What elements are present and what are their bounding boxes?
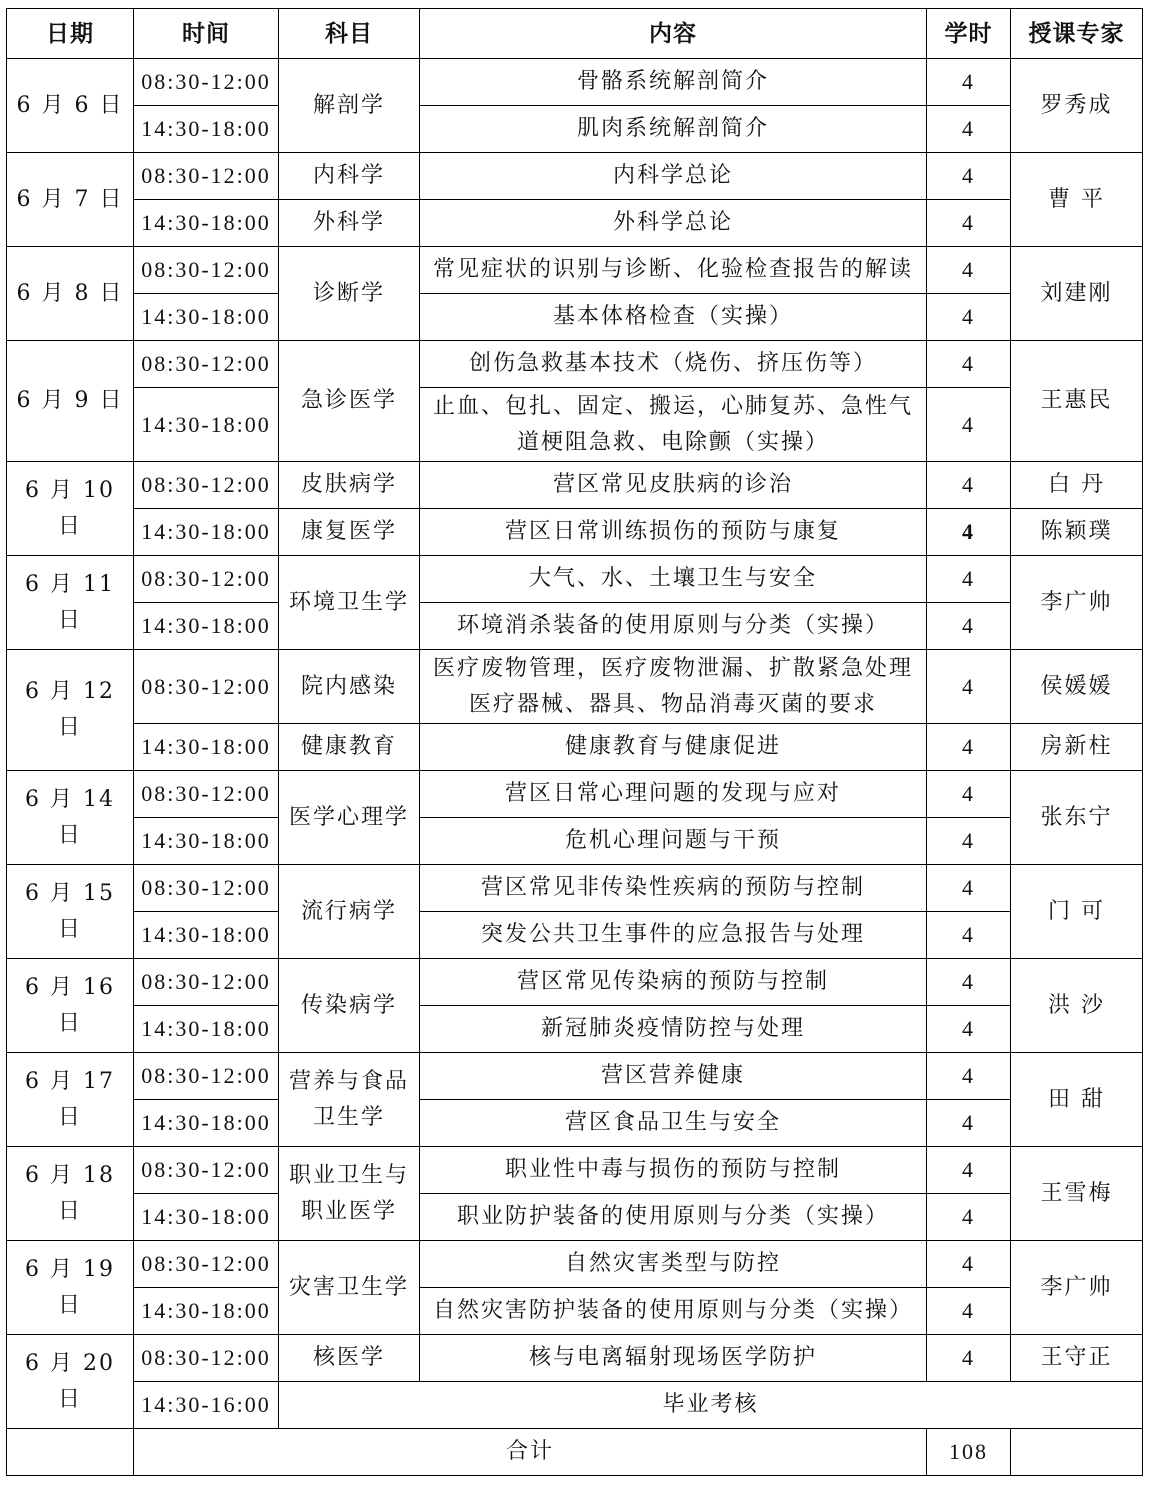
expert-cell: 侯媛媛 bbox=[1011, 650, 1143, 724]
subject-cell: 院内感染 bbox=[279, 650, 420, 724]
table-row bbox=[7, 153, 1143, 200]
table-row bbox=[7, 59, 1143, 106]
table-row bbox=[7, 1006, 1143, 1053]
expert-cell: 刘建刚 bbox=[1011, 247, 1143, 341]
time-cell: 14:30-18:00 bbox=[134, 200, 279, 247]
table-row bbox=[7, 341, 1143, 388]
total-hours: 108 bbox=[927, 1429, 1011, 1476]
hours-cell: 4 bbox=[927, 294, 1011, 341]
subject-cell: 解剖学 bbox=[279, 59, 420, 153]
content-cell: 内科学总论 bbox=[420, 153, 927, 200]
date-cell: 6 月 9 日 bbox=[7, 341, 134, 462]
subject-cell: 流行病学 bbox=[279, 865, 420, 959]
content-cell: 骨骼系统解剖简介 bbox=[420, 59, 927, 106]
empty-cell bbox=[7, 1429, 134, 1476]
time-cell: 14:30-18:00 bbox=[134, 724, 279, 771]
hours-cell: 4 bbox=[927, 1053, 1011, 1100]
table-row bbox=[7, 200, 1143, 247]
time-cell: 14:30-18:00 bbox=[134, 294, 279, 341]
date-cell: 6 月 15 日 bbox=[7, 865, 134, 959]
expert-cell: 张东宁 bbox=[1011, 771, 1143, 865]
graduation-exam-cell: 毕业考核 bbox=[279, 1382, 1143, 1429]
table-row bbox=[7, 771, 1143, 818]
content-cell: 医疗废物管理，医疗废物泄漏、扩散紧急处理医疗器械、器具、物品消毒灭菌的要求 bbox=[420, 650, 927, 724]
header-content: 内容 bbox=[420, 9, 927, 59]
content-cell: 核与电离辐射现场医学防护 bbox=[420, 1335, 927, 1382]
expert-cell: 王雪梅 bbox=[1011, 1147, 1143, 1241]
subject-cell: 职业卫生与职业医学 bbox=[279, 1147, 420, 1241]
time-cell: 14:30-18:00 bbox=[134, 1288, 279, 1335]
table-row bbox=[7, 509, 1143, 556]
content-cell: 健康教育与健康促进 bbox=[420, 724, 927, 771]
content-cell: 营区常见皮肤病的诊治 bbox=[420, 462, 927, 509]
hours-cell: 4 bbox=[927, 603, 1011, 650]
hours-cell: 4 bbox=[927, 341, 1011, 388]
content-cell: 止血、包扎、固定、搬运，心肺复苏、急性气道梗阻急救、电除颤（实操） bbox=[420, 388, 927, 462]
content-cell: 基本体格检查（实操） bbox=[420, 294, 927, 341]
date-cell: 6 月 8 日 bbox=[7, 247, 134, 341]
expert-cell: 王守正 bbox=[1011, 1335, 1143, 1382]
time-cell: 14:30-18:00 bbox=[134, 912, 279, 959]
hours-cell: 4 bbox=[927, 388, 1011, 462]
date-cell: 6 月 11 日 bbox=[7, 556, 134, 650]
time-cell: 08:30-12:00 bbox=[134, 650, 279, 724]
content-cell: 创伤急救基本技术（烧伤、挤压伤等） bbox=[420, 341, 927, 388]
date-cell: 6 月 19 日 bbox=[7, 1241, 134, 1335]
total-label: 合计 bbox=[134, 1429, 927, 1476]
table-row bbox=[7, 1194, 1143, 1241]
hours-cell: 4 bbox=[927, 1194, 1011, 1241]
subject-cell: 诊断学 bbox=[279, 247, 420, 341]
subject-cell: 环境卫生学 bbox=[279, 556, 420, 650]
date-cell: 6 月 10 日 bbox=[7, 462, 134, 556]
time-cell: 08:30-12:00 bbox=[134, 462, 279, 509]
hours-cell: 4 bbox=[927, 1147, 1011, 1194]
time-cell: 08:30-12:00 bbox=[134, 247, 279, 294]
table-row bbox=[7, 959, 1143, 1006]
time-cell: 14:30-16:00 bbox=[134, 1382, 279, 1429]
empty-cell bbox=[1011, 1429, 1143, 1476]
content-cell: 自然灾害防护装备的使用原则与分类（实操） bbox=[420, 1288, 927, 1335]
hours-cell: 4 bbox=[927, 650, 1011, 724]
time-cell: 08:30-12:00 bbox=[134, 341, 279, 388]
subject-cell: 医学心理学 bbox=[279, 771, 420, 865]
header-row bbox=[7, 9, 1143, 59]
subject-cell: 急诊医学 bbox=[279, 341, 420, 462]
subject-cell: 核医学 bbox=[279, 1335, 420, 1382]
hours-cell: 4 bbox=[927, 247, 1011, 294]
table-row bbox=[7, 818, 1143, 865]
time-cell: 14:30-18:00 bbox=[134, 1100, 279, 1147]
date-cell: 6 月 7 日 bbox=[7, 153, 134, 247]
hours-cell: 4 bbox=[927, 200, 1011, 247]
content-cell: 营区日常训练损伤的预防与康复 bbox=[420, 509, 927, 556]
time-cell: 08:30-12:00 bbox=[134, 1147, 279, 1194]
content-cell: 突发公共卫生事件的应急报告与处理 bbox=[420, 912, 927, 959]
hours-cell: 4 bbox=[927, 1006, 1011, 1053]
table-row bbox=[7, 1382, 1143, 1429]
hours-cell: 4 bbox=[927, 509, 1011, 556]
time-cell: 14:30-18:00 bbox=[134, 106, 279, 153]
date-cell: 6 月 6 日 bbox=[7, 59, 134, 153]
date-cell: 6 月 16 日 bbox=[7, 959, 134, 1053]
table-row bbox=[7, 1053, 1143, 1100]
header-date: 日期 bbox=[7, 9, 134, 59]
header-time: 时间 bbox=[134, 9, 279, 59]
table-row bbox=[7, 247, 1143, 294]
content-cell: 营区食品卫生与安全 bbox=[420, 1100, 927, 1147]
content-cell: 外科学总论 bbox=[420, 200, 927, 247]
date-cell: 6 月 20 日 bbox=[7, 1335, 134, 1429]
time-cell: 14:30-18:00 bbox=[134, 603, 279, 650]
subject-cell: 健康教育 bbox=[279, 724, 420, 771]
expert-cell: 陈颖璞 bbox=[1011, 509, 1143, 556]
subject-cell: 传染病学 bbox=[279, 959, 420, 1053]
expert-cell: 门 可 bbox=[1011, 865, 1143, 959]
subject-cell: 内科学 bbox=[279, 153, 420, 200]
time-cell: 08:30-12:00 bbox=[134, 771, 279, 818]
table-row bbox=[7, 556, 1143, 603]
time-cell: 08:30-12:00 bbox=[134, 1241, 279, 1288]
time-cell: 08:30-12:00 bbox=[134, 1053, 279, 1100]
hours-cell: 4 bbox=[927, 865, 1011, 912]
header-subject: 科目 bbox=[279, 9, 420, 59]
time-cell: 08:30-12:00 bbox=[134, 865, 279, 912]
hours-cell: 4 bbox=[927, 153, 1011, 200]
expert-cell: 李广帅 bbox=[1011, 1241, 1143, 1335]
table-row bbox=[7, 1241, 1143, 1288]
content-cell: 肌肉系统解剖简介 bbox=[420, 106, 927, 153]
time-cell: 14:30-18:00 bbox=[134, 1006, 279, 1053]
subject-cell: 康复医学 bbox=[279, 509, 420, 556]
table-row bbox=[7, 1147, 1143, 1194]
table-row bbox=[7, 1335, 1143, 1382]
subject-cell: 灾害卫生学 bbox=[279, 1241, 420, 1335]
hours-cell: 4 bbox=[927, 959, 1011, 1006]
hours-cell: 4 bbox=[927, 724, 1011, 771]
subject-cell: 外科学 bbox=[279, 200, 420, 247]
content-cell: 营区日常心理问题的发现与应对 bbox=[420, 771, 927, 818]
content-cell: 环境消杀装备的使用原则与分类（实操） bbox=[420, 603, 927, 650]
expert-cell: 白 丹 bbox=[1011, 462, 1143, 509]
time-cell: 14:30-18:00 bbox=[134, 818, 279, 865]
time-cell: 08:30-12:00 bbox=[134, 959, 279, 1006]
content-cell: 营区常见传染病的预防与控制 bbox=[420, 959, 927, 1006]
subject-cell: 皮肤病学 bbox=[279, 462, 420, 509]
hours-cell: 4 bbox=[927, 106, 1011, 153]
subject-cell: 营养与食品卫生学 bbox=[279, 1053, 420, 1147]
total-row bbox=[7, 1429, 1143, 1476]
header-hours: 学时 bbox=[927, 9, 1011, 59]
content-cell: 新冠肺炎疫情防控与处理 bbox=[420, 1006, 927, 1053]
hours-cell: 4 bbox=[927, 912, 1011, 959]
content-cell: 职业性中毒与损伤的预防与控制 bbox=[420, 1147, 927, 1194]
hours-cell: 4 bbox=[927, 1100, 1011, 1147]
time-cell: 08:30-12:00 bbox=[134, 59, 279, 106]
content-cell: 常见症状的识别与诊断、化验检查报告的解读 bbox=[420, 247, 927, 294]
hours-cell: 4 bbox=[927, 1335, 1011, 1382]
time-cell: 08:30-12:00 bbox=[134, 153, 279, 200]
time-cell: 14:30-18:00 bbox=[134, 509, 279, 556]
content-cell: 营区营养健康 bbox=[420, 1053, 927, 1100]
hours-cell: 4 bbox=[927, 1288, 1011, 1335]
table-row bbox=[7, 912, 1143, 959]
content-cell: 营区常见非传染性疾病的预防与控制 bbox=[420, 865, 927, 912]
time-cell: 08:30-12:00 bbox=[134, 1335, 279, 1382]
table-row bbox=[7, 1100, 1143, 1147]
table-row bbox=[7, 388, 1143, 462]
date-cell: 6 月 17 日 bbox=[7, 1053, 134, 1147]
expert-cell: 曹 平 bbox=[1011, 153, 1143, 247]
hours-cell: 4 bbox=[927, 818, 1011, 865]
hours-cell: 4 bbox=[927, 1241, 1011, 1288]
expert-cell: 田 甜 bbox=[1011, 1053, 1143, 1147]
table-row bbox=[7, 462, 1143, 509]
time-cell: 08:30-12:00 bbox=[134, 556, 279, 603]
hours-cell: 4 bbox=[927, 771, 1011, 818]
table-row bbox=[7, 724, 1143, 771]
hours-cell: 4 bbox=[927, 556, 1011, 603]
content-cell: 危机心理问题与干预 bbox=[420, 818, 927, 865]
content-cell: 职业防护装备的使用原则与分类（实操） bbox=[420, 1194, 927, 1241]
expert-cell: 洪 沙 bbox=[1011, 959, 1143, 1053]
time-cell: 14:30-18:00 bbox=[134, 1194, 279, 1241]
hours-cell: 4 bbox=[927, 462, 1011, 509]
hours-cell: 4 bbox=[927, 59, 1011, 106]
table-row bbox=[7, 865, 1143, 912]
expert-cell: 王惠民 bbox=[1011, 341, 1143, 462]
table-row bbox=[7, 106, 1143, 153]
header-expert: 授课专家 bbox=[1011, 9, 1143, 59]
table-row bbox=[7, 603, 1143, 650]
date-cell: 6 月 18 日 bbox=[7, 1147, 134, 1241]
date-cell: 6 月 12 日 bbox=[7, 650, 134, 771]
table-row bbox=[7, 650, 1143, 724]
course-schedule-table bbox=[6, 8, 1143, 1476]
expert-cell: 罗秀成 bbox=[1011, 59, 1143, 153]
date-cell: 6 月 14 日 bbox=[7, 771, 134, 865]
content-cell: 自然灾害类型与防控 bbox=[420, 1241, 927, 1288]
time-cell: 14:30-18:00 bbox=[134, 388, 279, 462]
expert-cell: 李广帅 bbox=[1011, 556, 1143, 650]
table-row bbox=[7, 1288, 1143, 1335]
content-cell: 大气、水、土壤卫生与安全 bbox=[420, 556, 927, 603]
table-row bbox=[7, 294, 1143, 341]
expert-cell: 房新柱 bbox=[1011, 724, 1143, 771]
